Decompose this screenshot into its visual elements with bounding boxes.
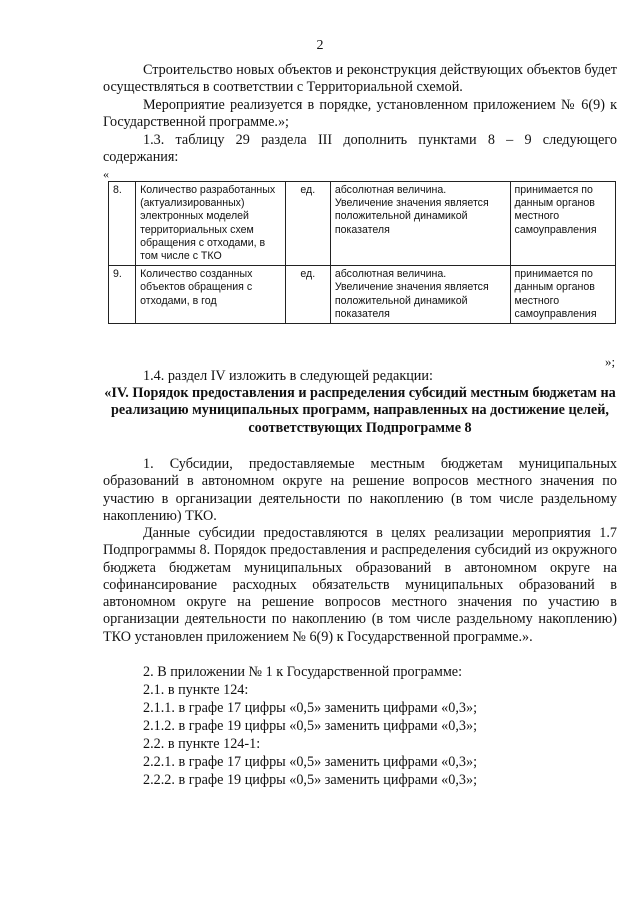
quote-close-mark: »;: [605, 354, 616, 369]
source-cell: принимается по данным органов местного самоуправления: [510, 266, 615, 324]
source-cell: принимается по данным органов местного самоуправления: [510, 182, 615, 266]
table-row: [109, 182, 616, 266]
paragraph-subsidies-2: Данные субсидии предоставляются в целях реализации мероприятия 1.7 Подпрограммы 8. Порядок предоставления и распределения субсидий из окружного бюджета бюджетам муниципальных образований в автономном округе на софинансирование расходных обязательств муниципальных образований в автономном округе на решение вопросов местного значения по участию в организации деятельности по накоплению (в том числе раздельному накоплению) ТКО установлен приложением № 6(9) к Государственной программе.».: [103, 525, 617, 645]
list-item: 2.2.1. в графе 17 цифры «0,5» заменить цифрами «0,3»;: [143, 754, 478, 770]
section-heading: «IV. Порядок предоставления и распределения субсидий местным бюджетам на реализацию муниципальных программ, направленных на достижение целей, соответствующих Подпрограмме 8: [104, 385, 616, 436]
quote-open-mark: «: [103, 167, 109, 181]
table-row: [109, 266, 616, 324]
calculation-cell: абсолютная величина. Увеличение значения является положительной динамикой показателя: [330, 182, 510, 266]
paragraph-measure: Мероприятие реализуется в порядке, установленном приложением № 6(9) к Государственной программе.»;: [103, 97, 617, 131]
page-number: 2: [316, 38, 324, 53]
list-item: 2.2. в пункте 124-1:: [143, 736, 261, 752]
list-item: 2.1. в пункте 124:: [143, 682, 249, 698]
indicator-name: Количество созданных объектов обращения с отходами, в год: [136, 266, 286, 324]
list-item: 2.2.2. в графе 19 цифры «0,5» заменить цифрами «0,3»;: [143, 772, 478, 788]
calculation-cell: абсолютная величина. Увеличение значения является положительной динамикой показателя: [330, 266, 510, 324]
list-item: 2.1.2. в графе 19 цифры «0,5» заменить цифрами «0,3»;: [143, 718, 478, 734]
unit-cell: ед.: [285, 182, 330, 266]
list-item: 2. В приложении № 1 к Государственной программе:: [143, 664, 463, 680]
row-number: 9.: [109, 266, 136, 324]
row-number: 8.: [109, 182, 136, 266]
indicator-name: Количество разработанных (актуализированных) электронных моделей территориальных схем обращения с отходами, в том числе с ТКО: [136, 182, 286, 266]
amendment-table: [108, 181, 616, 324]
item-1-4: 1.4. раздел IV изложить в следующей редакции:: [143, 368, 433, 384]
item-1-3: 1.3. таблицу 29 раздела III дополнить пунктами 8 – 9 следующего содержания:: [103, 132, 617, 166]
list-item: 2.1.1. в графе 17 цифры «0,5» заменить цифрами «0,3»;: [143, 700, 478, 716]
paragraph-construction: Строительство новых объектов и реконструкция действующих объектов будет осуществляться в соответствии с Территориальной схемой.: [103, 62, 617, 96]
paragraph-subsidies-1: 1. Субсидии, предоставляемые местным бюджетам муниципальных образований в автономном округе на решение вопросов местного значения по участию в организации деятельности по накоплению (в том числе раздельному накоплению) ТКО.: [103, 456, 617, 524]
unit-cell: ед.: [285, 266, 330, 324]
